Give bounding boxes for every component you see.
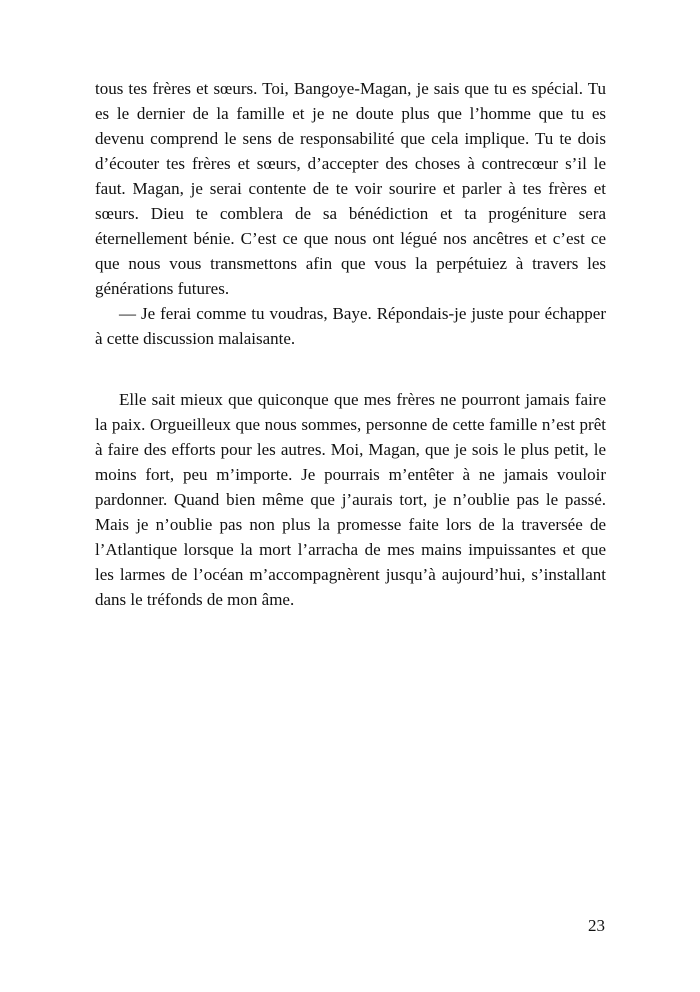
paragraph-narration: Elle sait mieux que quiconque que mes frères ne pourront jamais faire la paix. Orgueilleux que nous sommes, personne de cette famille n’est prêt à faire des efforts pour les autres. Moi, Magan, que je sois le plus petit, le moins fort, peu m’importe. Je pourrais m’entêter à ne jamais vouloir pardonner. Quand bien même que j’aurais tort, je n’oublie pas le passé. Mais je n’oublie pas non plus la promesse faite lors de la traversée de l’Atlantique lorsque la mort l’arracha de mes mains impuissantes et que les larmes de l’océan m’accompagnèrent jusqu’à aujourd’hui, s’installant dans le tréfonds de mon âme. xyxy=(95,390,606,609)
paragraph-dialogue: — Je ferai comme tu voudras, Baye. Répondais-je juste pour échapper à cette discussion malaisante. xyxy=(95,304,606,348)
paragraph-continuation: tous tes frères et sœurs. Toi, Bangoye-Magan, je sais que tu es spécial. Tu es le dernier de la famille et je ne doute plus que l’homme que tu es devenu comprend le sens de responsabilité que cela implique. Tu te dois d’écouter tes frères et sœurs, d’accepter des choses à contrecœur s’il le faut. Magan, je serai contente de te voir sourire et parler à tes frères et sœurs. Dieu te comblera de sa bénédiction et ta progéniture sera éternellement bénie. C’est ce que nous ont légué nos ancêtres et c’est ce que nous vous transmettons afin que vous la perpétuiez à travers les générations futures. xyxy=(95,79,606,298)
section-gap xyxy=(95,351,606,387)
page-number: 23 xyxy=(588,916,605,935)
body-text xyxy=(95,76,606,612)
